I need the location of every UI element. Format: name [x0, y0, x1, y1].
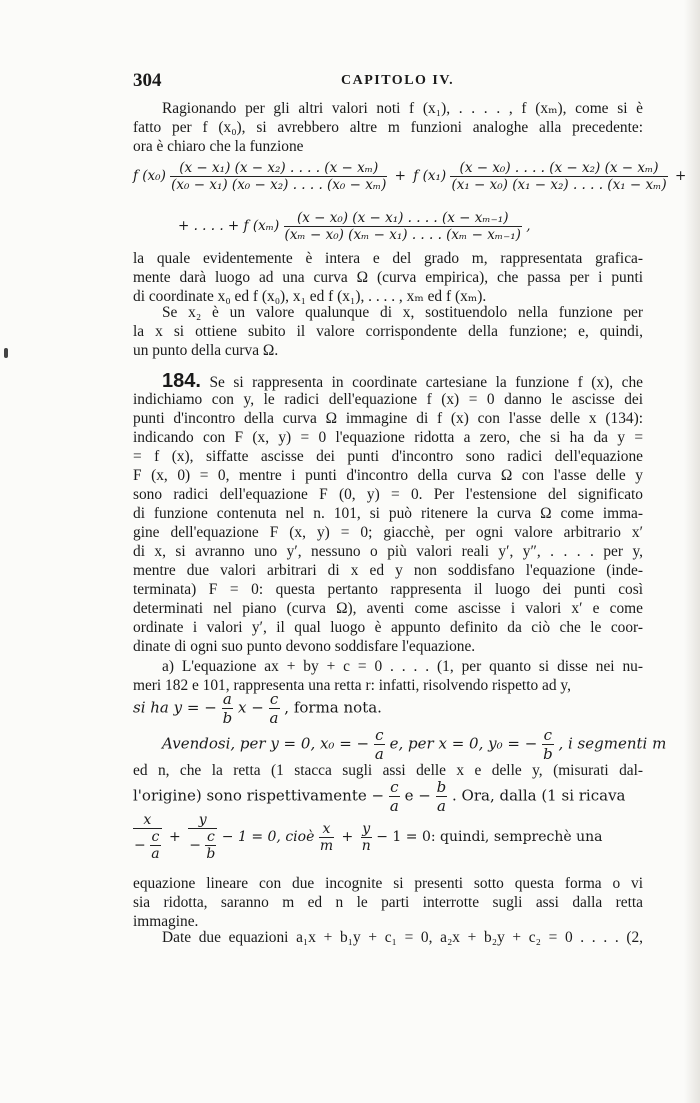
- formula-fraction: [269, 690, 280, 727]
- formula-fraction: [170, 160, 387, 193]
- text-line: determinati nel piano (curva Ω), aventi come ascisse i valori x′ e come: [133, 600, 643, 617]
- formula-operator: +: [674, 168, 687, 184]
- text-line: sono radici dell'equazione F (0, y) = 0. Per l'estensione del significato: [133, 486, 643, 503]
- origine-line: [133, 778, 626, 815]
- text-line: ora è chiaro che la funzione: [133, 138, 304, 155]
- formula-fraction: [542, 726, 554, 763]
- equation-text: e, per x = 0, y₀ = −: [389, 734, 538, 753]
- page-header: [133, 70, 643, 94]
- text-line: ed n, che la retta (1 stacca sugli assi delle x e delle y, (misurati dal-: [133, 762, 643, 779]
- text-line: mente darà luogo ad una curva Ω (curva empirica), che passa per i punti: [133, 269, 643, 286]
- formula-fraction: [319, 821, 334, 854]
- text-line: fatto per f (x₀), si avrebbero altre m funzioni analoghe alla precedente:: [133, 119, 643, 136]
- fraction-numerator: c: [390, 778, 399, 796]
- text-line: indicando con F (x, y) = 0 l'equazione ridotta a zero, che si ha da y =: [133, 429, 643, 446]
- fraction-denominator: [188, 829, 217, 862]
- fraction-denominator: a: [151, 846, 160, 862]
- fraction-numerator: y: [362, 820, 371, 837]
- running-title: CAPITOLO IV.: [341, 73, 455, 88]
- formula-term: f (x₁): [413, 168, 447, 184]
- formula-fraction: [450, 160, 667, 193]
- fraction-denominator: n: [361, 837, 371, 854]
- text-line: immagine.: [133, 913, 199, 930]
- text-line: indichiamo con y, le radici dell'equazione f (x) = 0 danno le ascisse dei: [133, 391, 643, 408]
- text-line: dinate di ogni suo punto devono soddisfare l'equazione.: [133, 638, 476, 655]
- fraction-numerator: c: [269, 690, 279, 708]
- fraction-denominator: a: [269, 709, 279, 727]
- line-equation-form: [133, 690, 382, 727]
- fraction-denominator: (x₀ − x₁) (x₀ − x₂) . . . . (x₀ − xₘ): [171, 177, 387, 193]
- formula-fraction: [222, 690, 234, 727]
- fraction-denominator: b: [222, 709, 233, 727]
- equation-text: , i segmenti m: [558, 734, 667, 753]
- fraction-denominator: a: [374, 745, 384, 763]
- equation-text: − 1 = 0: quindi, semprechè una: [376, 829, 603, 845]
- text-line: punti d'incontro della curva Ω immagine di f (x) con l'asse delle x (134):: [133, 410, 643, 427]
- fraction-denominator: [133, 829, 162, 862]
- fraction-numerator: (x − x₀) (x − x₁) . . . . (x − xₘ₋₁): [284, 210, 522, 227]
- fraction-numerator: b: [436, 778, 447, 796]
- text-line: gine dell'equazione F (x, y) = 0; giacchè, per ogni valore arbitrario x′: [133, 524, 643, 541]
- fraction-numerator: x: [319, 821, 334, 838]
- formula-operator: +: [394, 168, 406, 184]
- compound-fraction: [133, 812, 162, 862]
- text-line: = f (x), siffatte ascisse dei punti d'incontro sono radici dell'equazione: [133, 448, 643, 465]
- text-line: sia ridotta, saranno m ed n le parti interrotte sugli assi dalla retta: [133, 894, 643, 911]
- fraction-numerator: c: [375, 726, 384, 744]
- section-184-first-line: [162, 372, 643, 392]
- compound-fraction: [188, 812, 217, 862]
- fraction-numerator: (x − x₁) (x − x₂) . . . . (x − xₘ): [170, 160, 387, 177]
- fraction-numerator: x: [133, 812, 162, 829]
- fraction-numerator: c: [206, 829, 215, 845]
- text-line: la x si ottiene subito il valore corrispondente della funzione; e, quindi,: [133, 323, 643, 340]
- formula-fraction: [436, 778, 448, 815]
- intercept-form-equation: [133, 812, 602, 862]
- fraction-denominator: a: [436, 797, 446, 815]
- margin-mark: [4, 348, 8, 358]
- text-line: ordinate i valori y′, il qual luogo è appunto definito da ciò che le coor-: [133, 619, 643, 636]
- formula-fraction: [205, 829, 216, 862]
- sign: −: [189, 837, 201, 854]
- lagrange-formula-line1: [133, 160, 689, 193]
- formula-punctuation: ,: [526, 218, 531, 234]
- text-line: equazione lineare con due incognite si presenti sotto questa forma o vi: [133, 875, 643, 892]
- equation-text: , forma nota.: [284, 698, 382, 717]
- equation-text: e −: [404, 786, 431, 805]
- text-line: terminata) F = 0: questa pertanto rappresenta il luogo dei punti così: [133, 581, 643, 598]
- formula-fraction: [389, 778, 400, 815]
- text-line: mentre due valori arbitrari di x ed y non soddisfano l'equazione (inde-: [133, 562, 643, 579]
- text-line: la quale evidentemente è intera e del grado m, rappresentata grafica-: [133, 250, 643, 267]
- fraction-numerator: c: [543, 726, 553, 744]
- fraction-denominator: (x₁ − x₀) (x₁ − x₂) . . . . (x₁ − xₘ): [451, 177, 667, 193]
- lagrange-formula-line2: [178, 210, 531, 243]
- text-line: Ragionando per gli altri valori noti f (x₁), . . . . , f (xₘ), come si è: [162, 100, 643, 117]
- fraction-numerator: c: [151, 829, 160, 845]
- equation-text: l'origine) sono rispettivamente −: [133, 786, 385, 805]
- section-text: Se si rappresenta in coordinate cartesiane la funzione f (x), che: [209, 374, 643, 391]
- fraction-denominator: a: [389, 797, 399, 815]
- fraction-denominator: (xₘ − x₀) (xₘ − x₁) . . . . (xₘ − xₘ₋₁): [284, 227, 521, 243]
- text-line: di funzione contenuta nel n. 101, si può ritenere la curva Ω come imma-: [133, 505, 643, 522]
- text-line: meri 182 e 101, rappresenta una retta r: infatti, risolvendo rispetto ad y,: [133, 677, 571, 694]
- fraction-numerator: (x − x₀) . . . . (x − x₂) (x − xₘ): [450, 160, 667, 177]
- equation-text: . Ora, dalla (1 si ricava: [452, 786, 626, 805]
- formula-operator: +: [341, 829, 354, 845]
- formula-operator: +: [169, 829, 181, 845]
- text-line: di x, si avranno uno y′, nessuno o più valori reali y′, y″, . . . . per y,: [133, 543, 643, 560]
- formula-fraction: [361, 821, 372, 854]
- fraction-numerator: a: [222, 690, 232, 708]
- text-line: di coordinate x₀ ed f (x₀), x₁ ed f (x₁), . . . . , xₘ ed f (xₘ).: [133, 288, 487, 305]
- sign: −: [134, 837, 146, 854]
- fraction-denominator: m: [319, 837, 334, 854]
- text-line: Date due equazioni a₁x + b₁y + c₁ = 0, a₂x + b₂y + c₂ = 0 . . . . (2,: [162, 929, 643, 946]
- text-line: un punto della curva Ω.: [133, 342, 279, 359]
- text-line: Se x₂ è un valore qualunque di x, sostituendolo nella funzione per: [162, 304, 643, 321]
- text-line: a) L'equazione ax + by + c = 0 . . . . (1, per quanto si disse nei nu-: [162, 658, 643, 675]
- page-number: 304: [133, 70, 162, 91]
- section-number: 184.: [162, 370, 201, 392]
- fraction-denominator: b: [543, 745, 553, 763]
- formula-fraction: [150, 829, 160, 862]
- fraction-denominator: b: [206, 846, 216, 862]
- fraction-numerator: y: [188, 812, 217, 829]
- avendosi-line: [162, 726, 666, 763]
- formula-fraction: [284, 210, 522, 243]
- equation-text: si ha y = −: [133, 698, 217, 717]
- formula-term: + . . . . + f (xₘ): [178, 218, 280, 234]
- formula-term: f (x₀): [133, 168, 166, 184]
- equation-text: − 1 = 0, cioè: [221, 829, 315, 845]
- formula-fraction: [374, 726, 385, 763]
- text-line: F (x, 0) = 0, mentre i punti d'incontro della curva Ω con l'asse delle y: [133, 467, 643, 484]
- equation-text: Avendosi, per y = 0, x₀ = −: [162, 734, 370, 753]
- equation-text: x −: [237, 698, 264, 717]
